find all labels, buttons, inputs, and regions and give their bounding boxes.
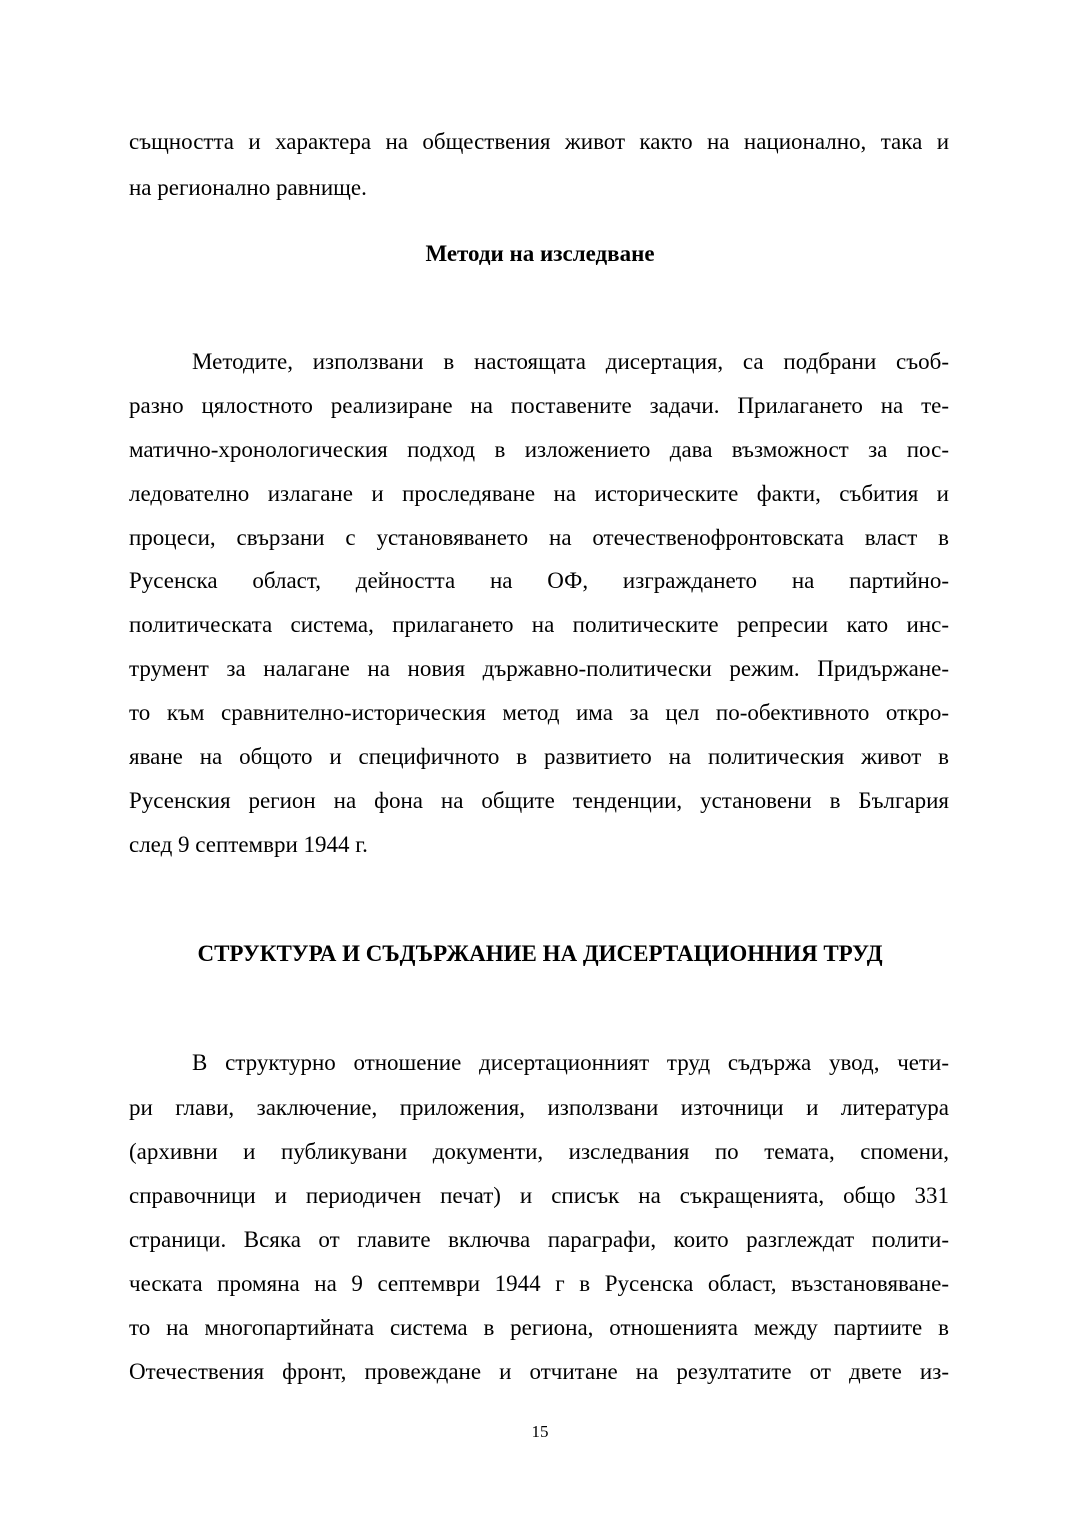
structure-line-3: (архивни и публикувани документи, изследвания по темата, спомени,	[129, 1139, 949, 1164]
methods-line-6: Русенска област, дейността на ОФ, изграждането на партийно-	[129, 568, 949, 593]
structure-line-1: В структурно отношение дисертационният труд съдържа увод, чети-	[192, 1050, 949, 1075]
methods-heading: Методи на изследване	[425, 241, 655, 266]
methods-line-1: Методите, използвани в настоящата дисертация, са подбрани съоб-	[192, 349, 949, 374]
structure-line-8: Отечествения фронт, провеждане и отчитане на резултатите от двете из-	[129, 1359, 949, 1384]
structure-line-5: страници. Всяка от главите включва параграфи, които разглеждат полити-	[129, 1227, 949, 1252]
structure-line-2: ри глави, заключение, приложения, използвани източници и литература	[129, 1095, 949, 1120]
intro-line-1: същността и характера на обществения живот както на национално, така и	[129, 129, 949, 154]
structure-heading: СТРУКТУРА И СЪДЪРЖАНИЕ НА ДИСЕРТАЦИОННИЯ ТРУД	[197, 941, 883, 966]
structure-line-6: ческата промяна на 9 септември 1944 г в Русенска област, възстановяване-	[129, 1271, 949, 1296]
structure-line-7: то на многопартийната система в региона, отношенията между партиите в	[129, 1315, 949, 1340]
methods-line-12: след 9 септември 1944 г.	[129, 832, 368, 857]
methods-line-7: политическата система, прилагането на политическите репресии като инс-	[129, 612, 949, 637]
methods-line-11: Русенския регион на фона на общите тенденции, установени в България	[129, 788, 949, 813]
intro-line-2: на регионално равнище.	[129, 175, 367, 200]
methods-line-5: процеси, свързани с установяването на отечественофронтовската власт в	[129, 525, 949, 550]
methods-line-3: матично-хронологическия подход в изложението дава възможност за пос-	[129, 437, 949, 462]
methods-line-8: трумент за налагане на новия държавно-политически режим. Придържане-	[129, 656, 949, 681]
methods-line-4: ледователно излагане и проследяване на историческите факти, събития и	[129, 481, 949, 506]
page-number: 15	[531, 1422, 549, 1441]
methods-line-2: разно цялостното реализиране на поставените задачи. Прилагането на те-	[129, 393, 949, 418]
methods-line-10: яване на общото и специфичното в развитието на политическия живот в	[129, 744, 949, 769]
structure-line-4: справочници и периодичен печат) и списък на съкращенията, общо 331	[129, 1183, 949, 1208]
methods-line-9: то към сравнително-историческия метод има за цел по-обективното откро-	[129, 700, 949, 725]
